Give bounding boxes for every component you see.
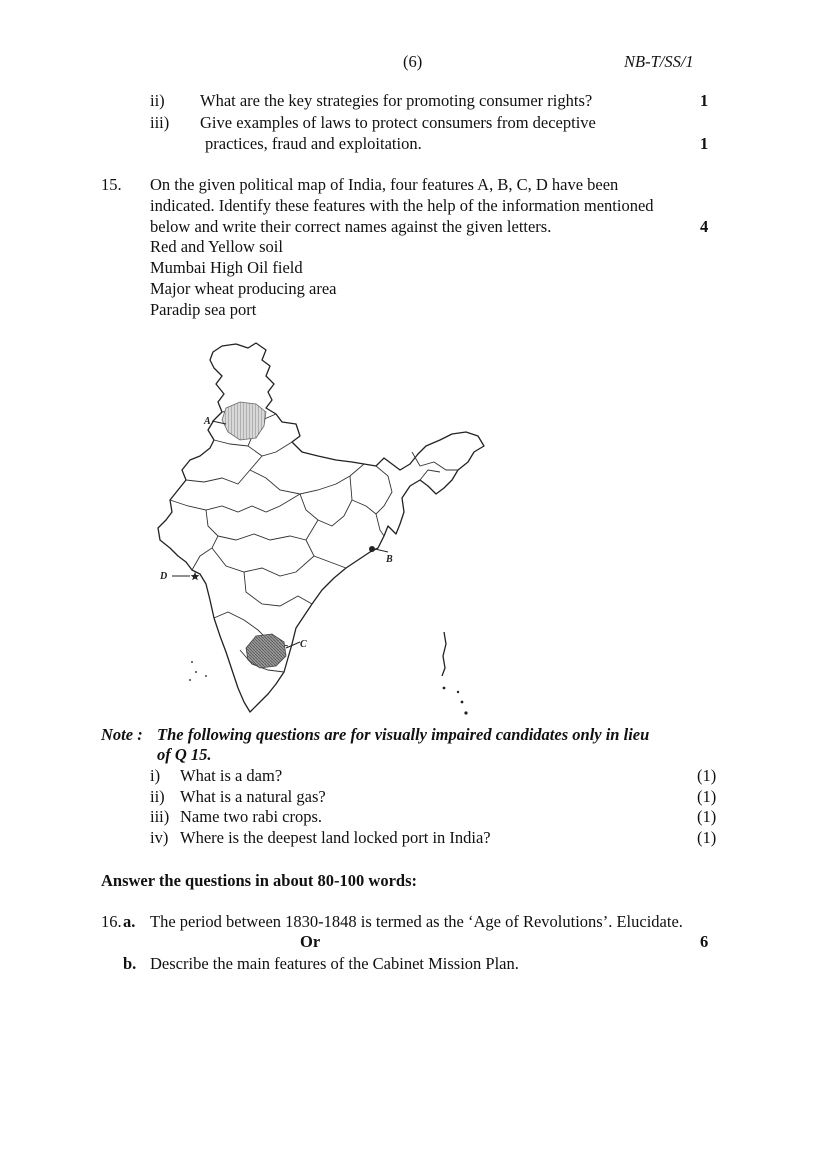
note-item-4-num: iv) (150, 828, 169, 847)
state-border (352, 466, 392, 514)
state-border (420, 470, 440, 480)
island-dot (443, 687, 446, 690)
q15-feature-4: Paradip sea port (150, 300, 257, 319)
q16-text-b: Describe the main features of the Cabinet Mission Plan. (150, 954, 519, 973)
state-border (250, 464, 364, 494)
q16-part-a: a. (123, 912, 136, 931)
note-item-2-marks: (1) (697, 787, 717, 806)
paper-code: NB-T/SS/1 (624, 52, 694, 71)
page-number: (6) (403, 52, 423, 71)
note-item-3-num: iii) (150, 807, 170, 826)
feature-c-pointer (286, 642, 300, 648)
q14-ii-marks: 1 (700, 91, 709, 110)
state-border (306, 540, 346, 568)
island-dot (461, 701, 464, 704)
q15-num: 15. (101, 175, 122, 194)
note-item-2-text: What is a natural gas? (180, 787, 326, 806)
q16-marks: 6 (700, 932, 709, 951)
q14-ii-num: ii) (150, 91, 165, 110)
section-heading: Answer the questions in about 80-100 words: (101, 871, 417, 890)
q14-iii-num: iii) (150, 113, 170, 132)
state-border (244, 572, 312, 606)
state-border (170, 494, 300, 512)
q14-iii-marks: 1 (700, 134, 709, 153)
feature-a-area (222, 402, 266, 440)
q16-num: 16. (101, 912, 122, 931)
note-item-2-num: ii) (150, 787, 165, 806)
feature-a-label: A (204, 416, 211, 427)
andaman-islands (442, 632, 446, 676)
note-item-3-text: Name two rabi crops. (180, 807, 323, 826)
q16-or: Or (300, 932, 321, 951)
feature-b-label: B (386, 554, 393, 565)
note-item-1-marks: (1) (697, 766, 717, 785)
note-item-4-text: Where is the deepest land locked port in India? (180, 828, 491, 847)
feature-b-marker (369, 546, 375, 552)
state-border (192, 510, 218, 570)
note-label: Note : (101, 725, 143, 744)
q15-line-3: below and write their correct names against the given letters. (150, 217, 552, 236)
q14-ii-text: What are the key strategies for promoting consumer rights? (200, 91, 593, 110)
island-dot (191, 661, 193, 663)
q15-line-2: indicated. Identify these features with the help of the information mentioned (150, 196, 654, 215)
note-line1: The following questions are for visually impaired candidates only in lieu (157, 725, 650, 744)
island-dot (195, 671, 197, 673)
note-line2: of Q 15. (157, 745, 212, 764)
state-border (214, 440, 248, 446)
state-border (412, 452, 458, 470)
q15-line-1: On the given political map of India, four features A, B, C, D have been (150, 175, 619, 194)
feature-d-label: D (160, 571, 168, 582)
island-dot (189, 679, 191, 681)
island-dot (457, 691, 459, 693)
state-border (212, 548, 314, 576)
state-border (376, 514, 384, 536)
q15-marks: 4 (700, 217, 709, 236)
q14-iii-text-line2: practices, fraud and exploitation. (205, 134, 422, 153)
india-outline (158, 343, 484, 712)
q14-iii-text-line1: Give examples of laws to protect consumers from deceptive (200, 113, 596, 132)
island-dot (464, 711, 467, 714)
note-item-1-text: What is a dam? (180, 766, 283, 785)
q15-feature-2: Mumbai High Oil field (150, 258, 303, 277)
island-dot (205, 675, 207, 677)
feature-b-pointer (375, 549, 388, 552)
q16-part-b: b. (123, 954, 137, 973)
state-border (300, 476, 352, 526)
note-item-3-marks: (1) (697, 807, 717, 826)
feature-c-label: C (300, 639, 307, 650)
q16-text-a: The period between 1830-1848 is termed as the ‘Age of Revolutions’. Elucidate. (150, 912, 683, 931)
note-item-4-marks: (1) (697, 828, 717, 847)
q15-feature-3: Major wheat producing area (150, 279, 337, 298)
india-political-map (150, 335, 490, 725)
state-border (218, 520, 318, 540)
note-item-1-num: i) (150, 766, 161, 785)
q15-feature-1: Red and Yellow soil (150, 237, 283, 256)
feature-c-area (246, 634, 286, 668)
